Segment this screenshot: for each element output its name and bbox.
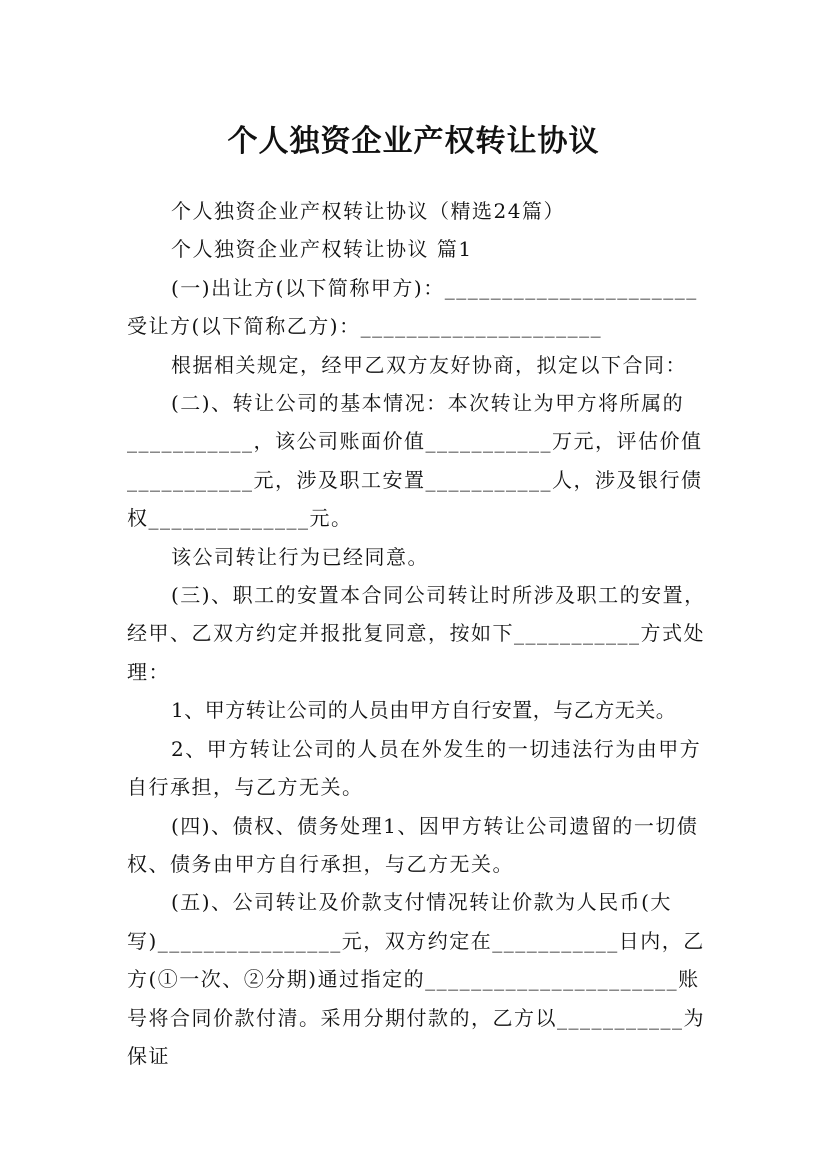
paragraph-item-1: 1、甲方转让公司的人员由甲方自行安置，与乙方无关。 <box>171 698 677 723</box>
paragraph-subtitle: 个人独资企业产权转让协议（精选24篇） <box>171 199 565 223</box>
document-body <box>127 192 712 1075</box>
paragraph-section-3: (三)、职工的安置本合同公司转让时所涉及职工的安置，经甲、乙双方约定并报批复同意，按如下___________方式处理： <box>127 583 706 684</box>
paragraph-section-2: (二)、转让公司的基本情况：本次转让为甲方将所属的___________，该公司账面价值___________万元，评估价值___________元，涉及职工安置___________人，涉及银行债权______________元。 <box>127 391 703 531</box>
paragraph-heading: 个人独资企业产权转让协议 篇1 <box>171 237 473 262</box>
paragraph-section-5: (五)、公司转让及价款支付情况转让价款为人民币(大写)________________元，双方约定在___________日内，乙方(①一次、②分期)通过指定的______________________账号将合同价款付清。采用分期付款的，乙方以___________为保证 <box>127 890 705 1068</box>
paragraph-section-4: (四)、债权、债务处理1、因甲方转让公司遗留的一切债权、债务由甲方自行承担，与乙方无关。 <box>127 813 699 876</box>
paragraph-intro: 根据相关规定，经甲乙双方友好协商，拟定以下合同： <box>171 352 687 377</box>
document-title: 个人独资企业产权转让协议 <box>227 124 600 160</box>
paragraph-parties: (一)出让方(以下简称甲方)：______________________受让方(以下简称乙方)：_____________________ <box>127 275 698 339</box>
paragraph-item-2: 2、甲方转让公司的人员在外发生的一切违法行为由甲方自行承担，与乙方无关。 <box>127 736 702 800</box>
paragraph-consent: 该公司转让行为已经同意。 <box>171 544 429 569</box>
